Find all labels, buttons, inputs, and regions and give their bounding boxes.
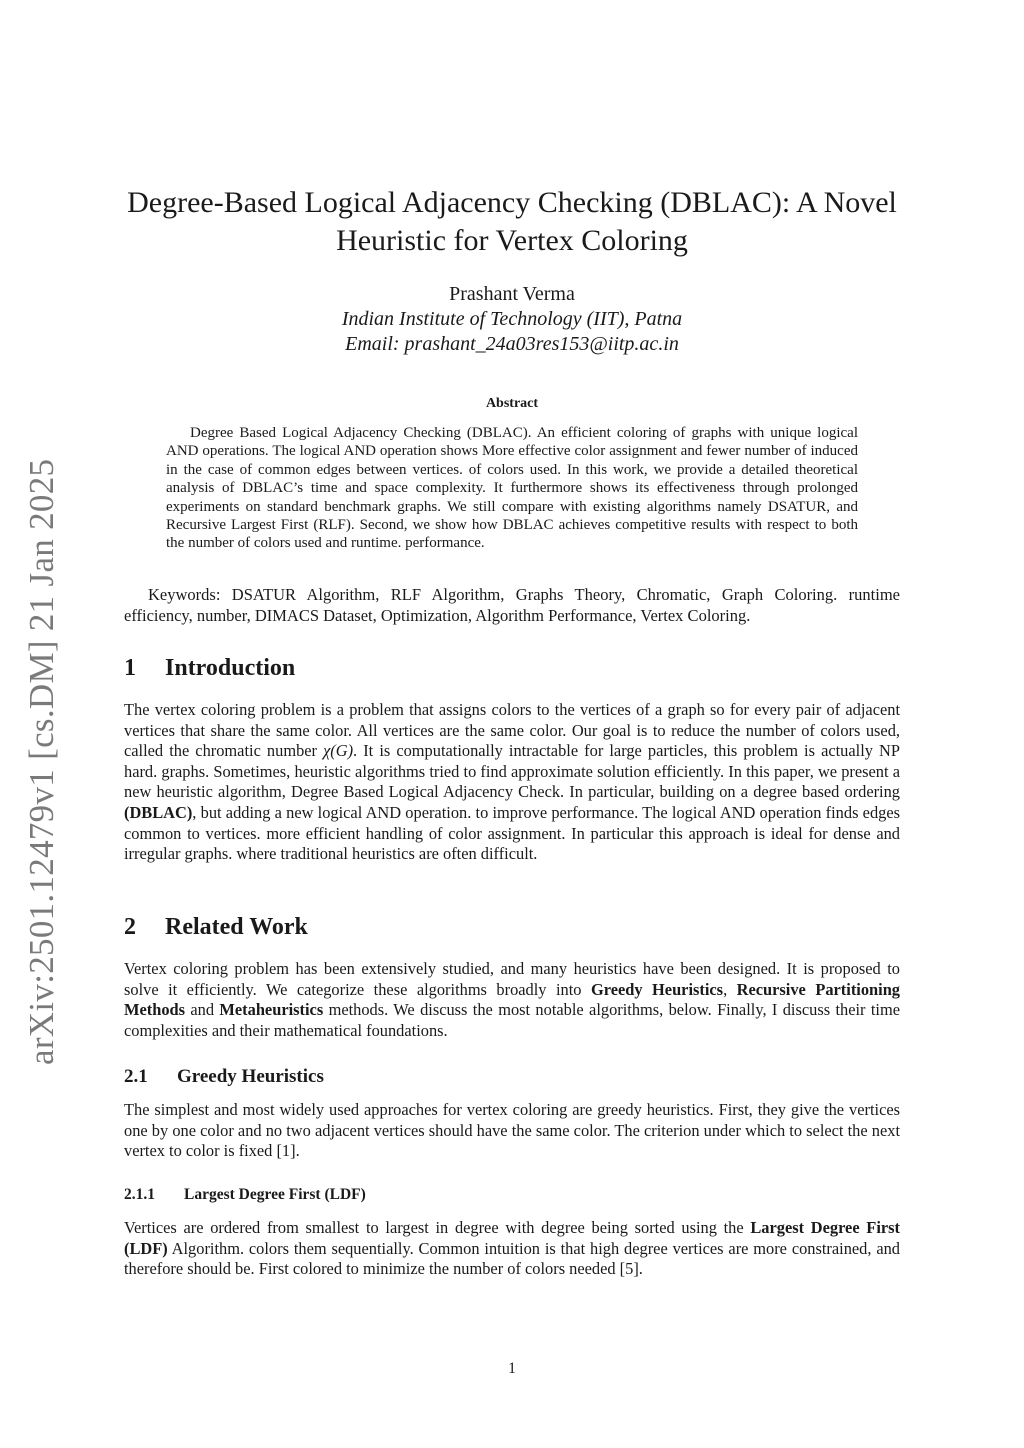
text-run: methods. We discuss the most notable algorithms, below. Finally, I discuss their time complexities and their mathematical foundations.: [124, 1000, 900, 1040]
text-run: , but adding a new logical AND operation. to improve performance. The logical AND operation finds edges common to vertices. more efficient handling of color assignment. In particular this approach is ideal for dense and irregular graphs. where traditional heuristics are often difficult.: [124, 802, 900, 864]
page-number: 1: [508, 1360, 516, 1377]
subsubsection-heading-ldf: [124, 1186, 366, 1204]
section-title: Related Work: [165, 914, 308, 940]
author-email: Email: prashant_24a03res153@iitp.ac.in: [345, 333, 679, 355]
section-heading-introduction: [124, 655, 295, 682]
author-name: Prashant Verma: [449, 283, 575, 305]
abstract-heading: Abstract: [485, 396, 539, 411]
bold-term: Largest Degree First (LDF): [124, 1218, 900, 1258]
title-line-2: Heuristic for Vertex Coloring: [336, 224, 688, 257]
subsection-number: 2.1: [124, 1066, 148, 1087]
bold-term: Metaheuristics: [219, 1000, 324, 1020]
text-run: Algorithm. colors them sequentially. Common intuition is that high degree vertices are more constrained, and therefore should be. First colored to minimize the number of colors needed [5].: [124, 1238, 900, 1279]
bold-term: Greedy Heuristics: [590, 979, 724, 999]
section-title: Introduction: [165, 655, 296, 681]
chromatic-number-math: χ(G): [323, 741, 354, 761]
greedy-paragraph: The simplest and most widely used approaches for vertex coloring are greedy heuristics. First, they give the vertices one by one color and no two adjacent vertices should have the same color. The criterion under which to select the next vertex to color is fixed [1].: [124, 1100, 900, 1161]
subsection-heading-greedy: [124, 1066, 324, 1088]
subsubsection-title: Largest Degree First (LDF): [184, 1186, 366, 1203]
subsubsection-number: 2.1.1: [124, 1186, 155, 1203]
abstract-text: Degree Based Logical Adjacency Checking (DBLAC). An efficient coloring of graphs with unique logical AND operations. The logical AND operation shows More effective color assignment and fewer number of induced in the case of common edges between vertices. of colors used. In this work, we provide a detailed theoretical analysis of DBLAC’s time and space complexity. It furthermore shows its effectiveness through prolonged experiments on standard benchmark graphs. We still compare with existing algorithms namely DSATUR, and Recursive Largest First (RLF). Second, we show how DBLAC achieves competitive results with respect to both the number of colors used and runtime. performance.: [166, 425, 858, 552]
text-run: Vertex coloring problem has been extensively studied, and many heuristics have been designed. It is proposed to solve it efficiently. We categorize these algorithms broadly into: [124, 959, 900, 999]
text-run: and: [185, 1000, 220, 1020]
text-run: The vertex coloring problem is a problem that assigns colors to the vertices of a graph so for every pair of adjacent vertices that share the same color. All vertices are the same color. Our goal is to reduce the number of colors used, called the chromatic number: [124, 700, 900, 761]
text-run: ,: [723, 979, 737, 999]
section-number: 1: [124, 655, 136, 681]
bold-term: (DBLAC): [124, 802, 193, 822]
section-number: 2: [124, 914, 136, 940]
introduction-paragraph: [124, 700, 900, 865]
bold-term: Recursive Partitioning Methods: [124, 979, 901, 1020]
title-line-1: Degree-Based Logical Adjacency Checking (DBLAC): A Novel: [127, 186, 897, 219]
author-block: [124, 282, 900, 357]
subsection-title: Greedy Heuristics: [177, 1066, 324, 1087]
related-work-paragraph: [124, 959, 900, 1041]
paper-title: [124, 184, 900, 260]
section-heading-related-work: [124, 914, 308, 941]
ldf-paragraph: [124, 1218, 900, 1280]
arxiv-sidebar-stamp: arXiv:2501.12479v1 [cs.DM] 21 Jan 2025: [22, 458, 61, 1065]
text-run: Vertices are ordered from smallest to largest in degree with degree being sorted using the: [124, 1218, 751, 1237]
keywords: Keywords: DSATUR Algorithm, RLF Algorithm, Graphs Theory, Chromatic, Graph Coloring. runtime efficiency, number, DIMACS Dataset, Optimization, Algorithm Performance, Vertex Coloring.: [124, 585, 900, 625]
author-affiliation: Indian Institute of Technology (IIT), Patna: [341, 308, 683, 330]
text-run: . It is computationally intractable for large particles, this problem is actually NP hard. graphs. Sometimes, heuristic algorithms tried to find approximate solution efficiently. In this paper, we present a new heuristic algorithm, Degree Based Logical Adjacency Check. In particular, building on a degree based ordering: [124, 741, 900, 802]
